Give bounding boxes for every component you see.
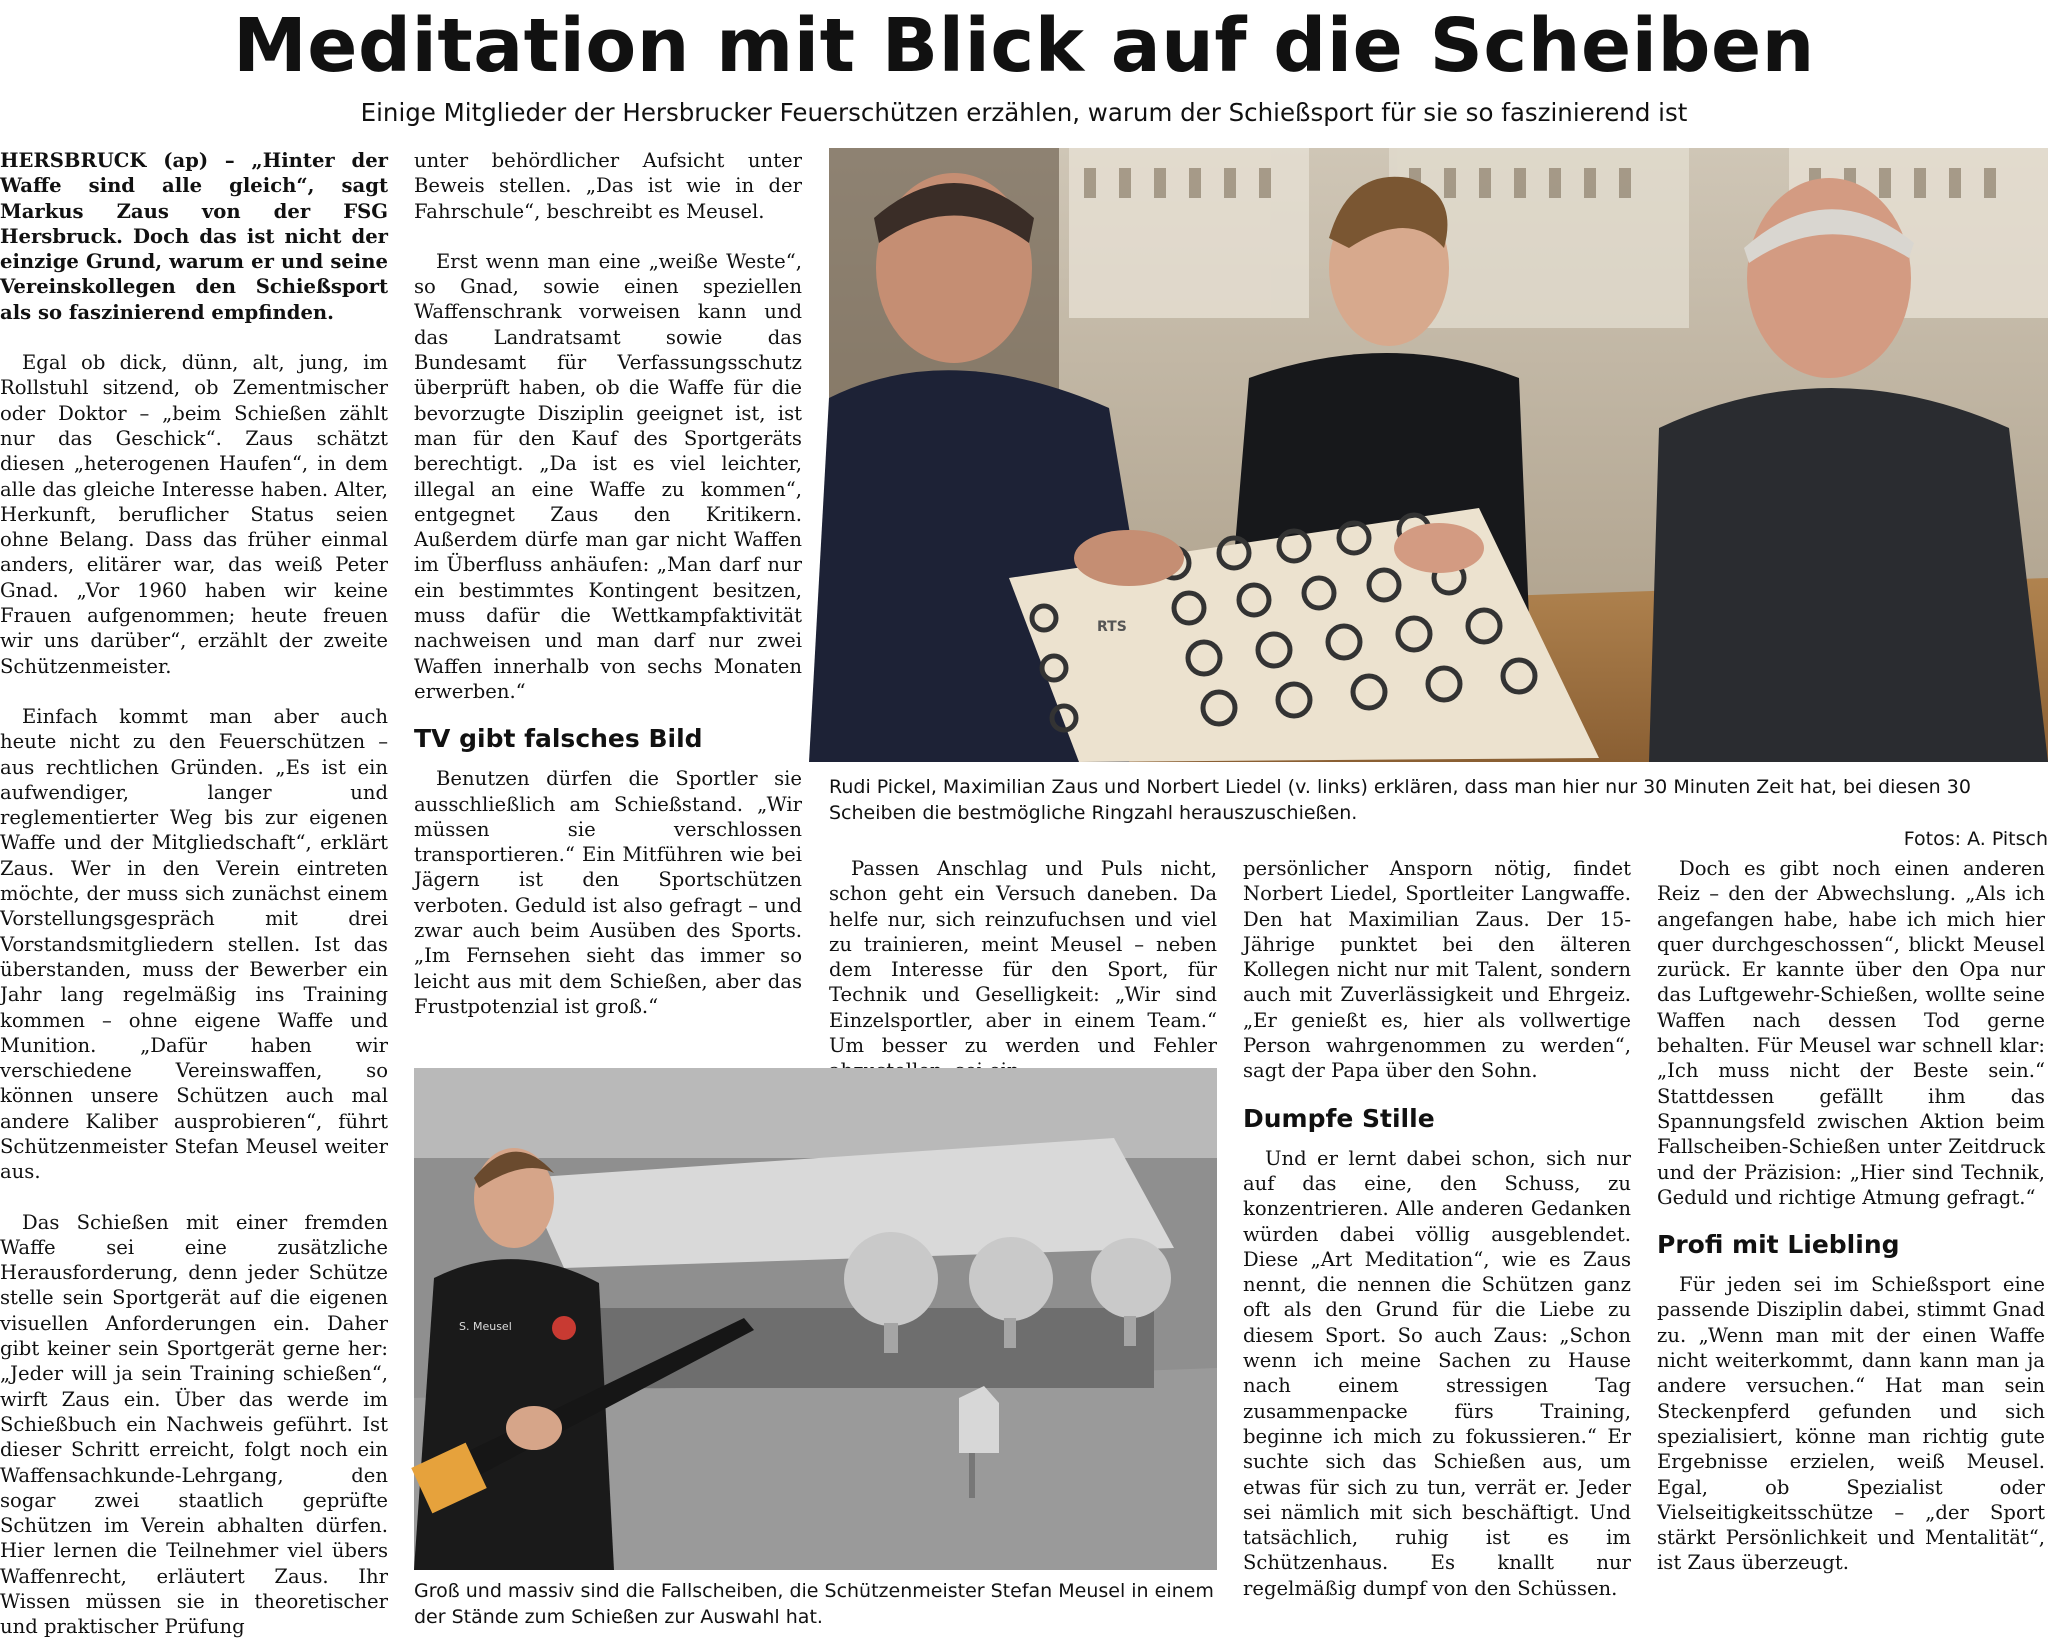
body-paragraph: Passen Anschlag und Puls nicht, schon geht ein Versuch daneben. Da helfe nur, sich reinzufuchsen und viel zu trainieren, meint Meusel – neben dem Interesse für den Sport, für Technik und Geselligkeit: „Wir sind Einzelsportler, aber in einem Team.“ Um besser zu werden und Fehler <box>829 857 1217 1058</box>
photo-shooters-image <box>829 148 2048 762</box>
body-paragraph: Erst wenn man eine „weiße Weste“, so Gnad, sowie einen speziellen Waffenschrank vorweisen kann und das Landratsamt sowie das Bundesamt für Verfassungsschutz überprüft haben, ob die Waffe für die bevorzugte Disziplin geeignet ist, ist man für den Kauf des Sportgeräts berechtigt. „Da ist es viel leichter, illegal an eine Waffe zu kommen“, entgegnet Zaus den Kritikern. Außerdem dürfe man gar nicht Waffen im Überfluss anhäufen: „Man darf nur ein bestimmtes Kontingent besitzen, muss dafür die Wettkampfaktivität nachweisen und man darf nur zwei Waffen innerhalb von sechs Monaten erwerben.“ <box>414 249 802 703</box>
photo-shooters-with-targets <box>829 148 2048 762</box>
headline: Meditation mit Blick auf die Scheiben <box>233 3 1815 89</box>
body-paragraph: Doch es gibt noch einen anderen Reiz – den der Abwechslung. „Als ich angefangen habe, habe ich mich hier quer durchgeschossen“, blickt Meusel zurück. Er kannte über den Opa nur das Luftgewehr-Schießen, wollte seine Waffen nach dessen Tod gerne behalten. Für Meusel war schnell klar: „Ich muss nicht der Beste sein.“ Stattdessen gefällt ihm das Spannungsfeld zwischen Aktion beim Fallscheiben-Schießen unter Zeitdruck und der Präzision: „Hier sind Technik, Geduld und richtige Atmung gefragt.“ <box>1657 857 2045 1209</box>
article-column-4 <box>1243 856 1631 1644</box>
photo-shooting-range <box>414 1068 1217 1570</box>
lead-paragraph: HERSBRUCK (ap) – „Hinter der Waffe sind alle gleich“, sagt Markus Zaus von der FSG Hersbruck. Doch das ist nicht der einzige Grund, warum er und seine Vereinskollegen den Schießsport als so faszinierend empfinden. <box>0 149 388 324</box>
article-column-2 <box>414 148 802 1068</box>
body-paragraph: persönlicher Ansporn nötig, findet Norbert Liedel, Sportleiter Langwaffe. Den hat Maximilian Zaus. Der 15-Jährige punktet bei den älteren Kollegen nicht nur mit Talent, sondern auch mit Zuverlässigkeit und Ehrgeiz. „Er genießt es, hier als vollwertige Person wahrgenommen zu werden“, sagt der Papa über den Sohn. <box>1243 857 1631 1083</box>
subheading-dumpfe-stille: Dumpfe Stille <box>1243 1103 1435 1133</box>
body-paragraph: unter behördlicher Aufsicht unter Beweis stellen. „Das ist wie in der Fahrschule“, beschreibt es Meusel. <box>414 149 802 223</box>
photo-caption-range <box>414 1578 1217 1630</box>
jacket-name: S. Meusel <box>459 1320 512 1333</box>
article-column-3 <box>829 856 1217 1068</box>
target-logo: RTS <box>1097 619 1127 635</box>
body-paragraph: Das Schießen mit einer fremden Waffe sei eine zusätzliche Herausforderung, denn jeder Schütze stelle sein Sportgerät auf die eigenen visuellen Anforderungen ein. Daher gibt keiner sein Sportgerät gerne her: „Jeder will ja sein Training schießen“, wirft Zaus ein. Über das werde im Schießbuch ein Nachweis geführt. Ist dieser Schritt erreicht, folgt noch ein Waffensachkunde-Lehrgang, den sogar zwei staatlich geprüfte Schützen im Verein abhalten dürfen. Hier lernen die Teilnehmer viel übers Waffenrecht, erläutert Zaus. Ihr Wissen müssen sie in theoretischer und praktischer Prüfung <box>0 1210 388 1639</box>
photo-caption-shooters <box>829 774 2048 852</box>
body-paragraph: Und er lernt dabei schon, sich nur auf das eine, den Schuss, zu konzentrieren. Alle anderen Gedanken würden dabei völlig ausgeblendet. Diese „Art Meditation“, wie es Zaus nennt, die nennen die Schützen ganz oft als den Grund für die Liebe zu diesem Sport. So auch Zaus: „Schon wenn ich meine Sachen zu Hause nach einem stressigen Tag zusammenpacke fürs Training, beginne ich mich zu fokussieren.“ Er suchte sich das Schießen aus, um etwas für sich zu tun, verrät er. Jeder sei nämlich mit sich beschäftigt. Und tatsächlich, ruhig ist es im Schützenhaus. Es knallt nur regelmäßig dumpf von den Schüssen. <box>1243 1146 1631 1600</box>
body-paragraph: Einfach kommt man aber auch heute nicht zu den Feuerschützen – aus rechtlichen Gründen. „Es ist ein aufwendiger, langer und reglementierter Weg bis zur eigenen Waffe und der Mitgliedschaft“, erklärt Zaus. Wer in den Verein eintreten möchte, der muss sich zunächst einem Vorstellungsgespräch mit drei Vorstandsmitgliedern stellen. Ist das überstanden, muss der Bewerber ein Jahr lang regelmäßig ins Training kommen – ohne eigene Waffe und Munition. „Dafür haben wir verschiedene Vereinswaffen, so können unsere Schützen auch mal andere Kaliber ausprobieren“, führt Schützenmeister Stefan Meusel weiter aus. <box>0 704 388 1184</box>
subheading-profi: Profi mit Liebling <box>1657 1230 1900 1260</box>
photo-range-image <box>414 1068 1217 1570</box>
caption-text: Groß und massiv sind die Fallscheiben, die Schützenmeister Stefan Meusel in einem der Stände zum Schießen zur Auswahl hat. <box>414 1580 1214 1628</box>
photo-credit: Fotos: A. Pitsch <box>1903 828 2048 850</box>
article-column-1 <box>0 148 388 1644</box>
caption-text: Rudi Pickel, Maximilian Zaus und Norbert Liedel (v. links) erklären, dass man hier nur 30 Minuten Zeit hat, bei diesen 30 Scheiben die bestmögliche Ringzahl herauszuschießen. <box>829 776 1971 824</box>
body-paragraph: Egal ob dick, dünn, alt, jung, im Rollstuhl sitzend, ob Zementmischer oder Doktor – „beim Schießen zählt nur das Geschick“. Zaus schätzt diesen „heterogenen Haufen“, in dem alle das gleiche Interesse haben. Alter, Herkunft, beruflicher Status seien ohne Belang. Dass das früher einmal anders, elitärer war, das weiß Peter Gnad. „Vor 1960 haben wir keine Frauen aufgenommen; heute freuen wir uns darüber“, erzählt der zweite Schützenmeister. <box>0 351 388 678</box>
subheadline: Einige Mitglieder der Hersbrucker Feuerschützen erzählen, warum der Schießsport für sie so faszinierend ist <box>360 98 1688 127</box>
body-paragraph: Für jeden sei im Schießsport eine passende Disziplin dabei, stimmt Gnad zu. „Wenn man mit der einen Waffe nicht weiterkommt, dann kann man ja andere versuchen.“ Hat man sein Steckenpferd gefunden und sich spezialisiert, könne man richtig gute Ergebnisse erzielen, weiß Meusel. Egal, ob Spezialist oder Vielseitigkeitsschütze – „der Sport stärkt Persönlichkeit und Mentalität“, ist Zaus überzeugt. <box>1657 1273 2045 1575</box>
article-column-5 <box>1657 856 2045 1644</box>
subheading-tv: TV gibt falsches Bild <box>414 724 703 754</box>
body-paragraph: Benutzen dürfen die Sportler sie ausschließlich am Schießstand. „Wir müssen sie verschlossen transportieren.“ Ein Mitführen wie bei Jägern ist den Sportschützen verboten. Geduld ist also gefragt – und zwar auch beim Ausüben des Sports. „Im Fernsehen sieht das immer so leicht aus mit dem Schießen, aber das Frustpotenzial ist groß.“ <box>414 767 802 1018</box>
